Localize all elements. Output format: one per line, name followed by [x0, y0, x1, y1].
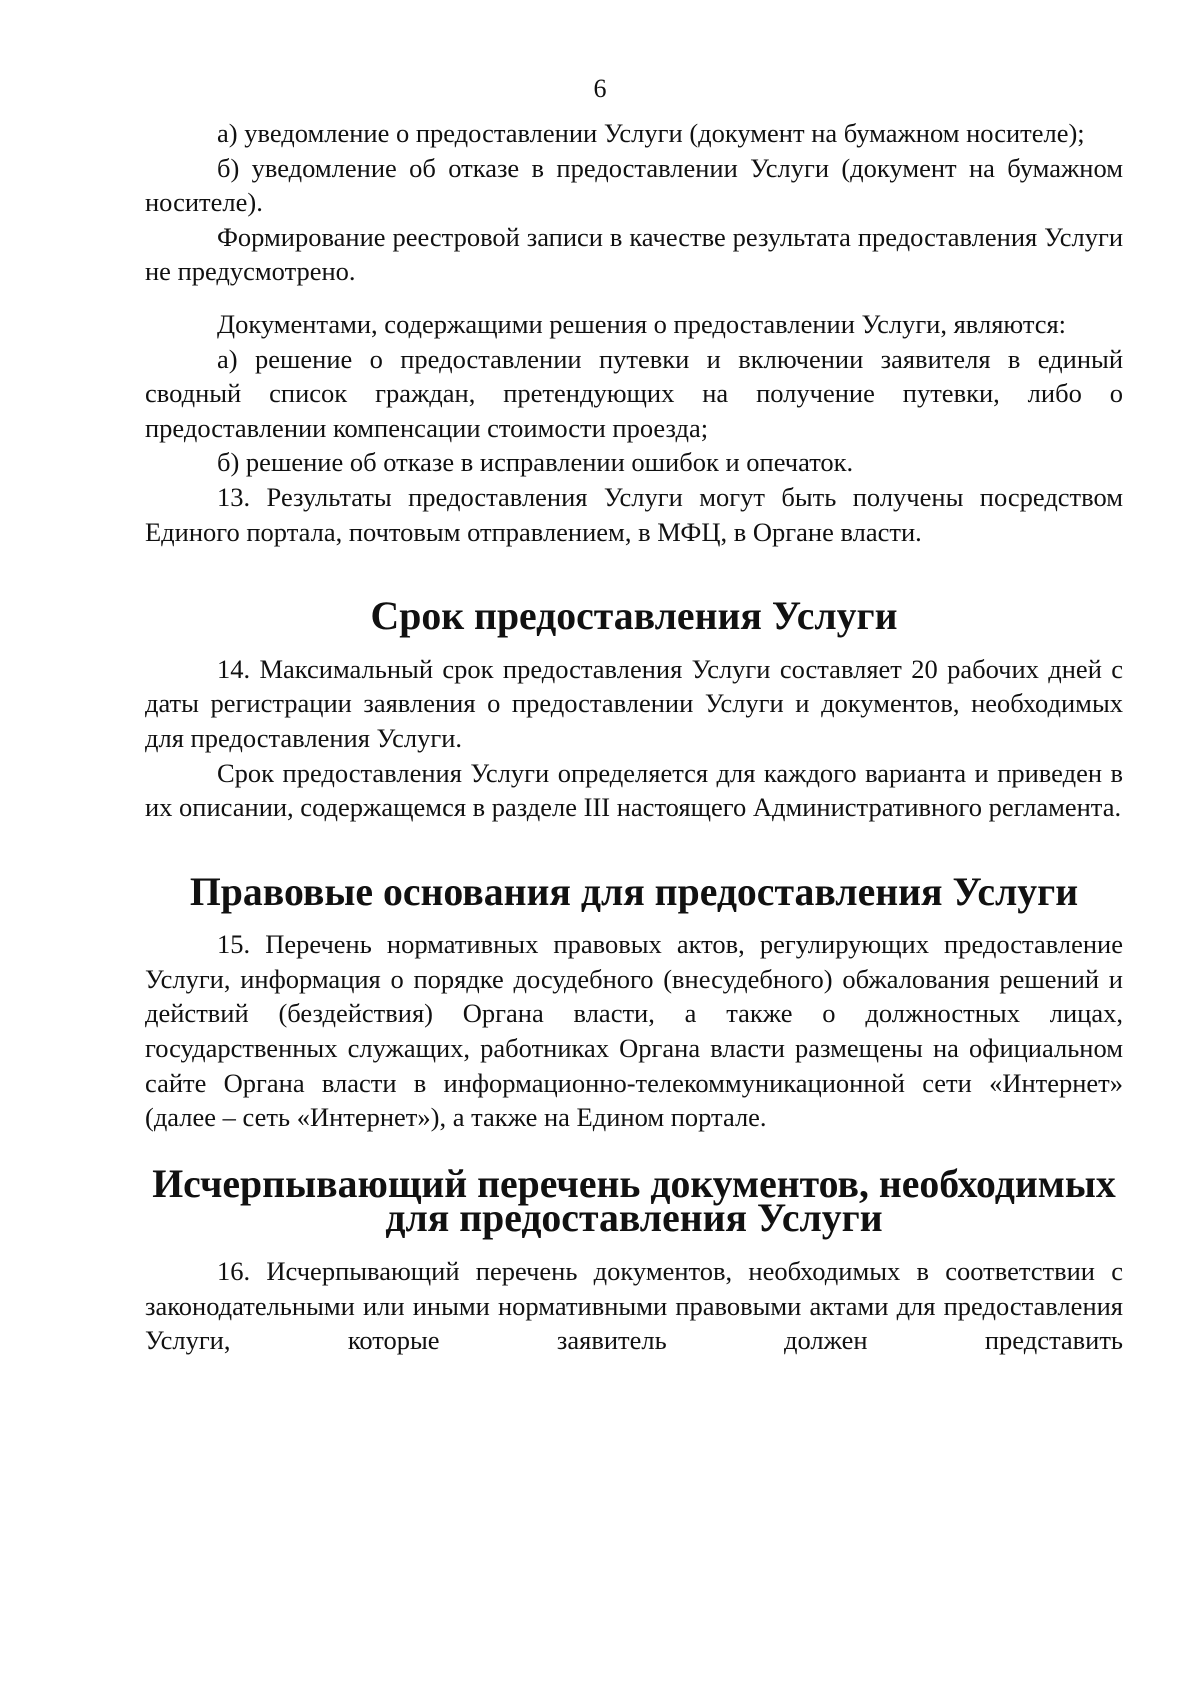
paragraph-item-15: 15. Перечень нормативных правовых актов, регулирующих предоставление Услуги, информация о порядке досудебного (внесудебного) обжалования решений и действий (бездействия) Органа власти, а также о должностных лицах, государственных служащих, работниках Органа власти размещены на официальном сайте Органа власти в информационно-телекоммуникационной сети «Интернет» (далее – сеть «Интернет»), а также на Едином портале. — [145, 929, 1123, 1133]
paragraph-item-13: 13. Результаты предоставления Услуги могут быть получены посредством Единого портала, почтовым отправлением, в МФЦ, в Органе власти. — [145, 481, 1123, 547]
heading-legal-grounds: Правовые основания для предоставления Услуги — [189, 869, 1079, 914]
paragraph-decision-voucher: а) решение о предоставлении путевки и включении заявителя в единый сводный список граждан, претендующих на получение путевки, либо о предоставлении компенсации стоимости проезда; — [145, 343, 1123, 443]
paragraph-decision-documents: Документами, содержащими решения о предоставлении Услуги, являются: — [217, 308, 1067, 339]
paragraph-item-16: 16. Исчерпывающий перечень документов, необходимых в соответствии с законодательными или иными нормативными правовыми актами для предоставления Услуги, которые заявитель должен представить — [145, 1256, 1123, 1356]
heading-service-term: Срок предоставления Услуги — [370, 594, 898, 639]
paragraph-term-per-variant: Срок предоставления Услуги определяется для каждого варианта и приведен в их описании, содержащемся в разделе III настоящего Административного регламента. — [145, 757, 1123, 823]
heading-required-documents: Исчерпывающий перечень документов, необходимых для предоставления Услуги — [152, 1161, 1116, 1241]
document-body — [145, 116, 1123, 1358]
paragraph-item-14: 14. Максимальный срок предоставления Услуги составляет 20 рабочих дней с даты регистрации заявления о предоставлении Услуги и документов, необходимых для предоставления Услуги. — [145, 653, 1123, 753]
paragraph-notice-refusal: б) уведомление об отказе в предоставлении Услуги (документ на бумажном носителе). — [145, 152, 1123, 218]
paragraph-registry-record: Формирование реестровой записи в качестве результата предоставления Услуги не предусмотрено. — [145, 221, 1123, 287]
paragraph-decision-refusal-corrections: б) решение об отказе в исправлении ошибок и опечаток. — [217, 447, 854, 478]
paragraph-notice-provision: а) уведомление о предоставлении Услуги (документ на бумажном носителе); — [217, 118, 1085, 148]
page-number: 6 — [593, 74, 607, 103]
